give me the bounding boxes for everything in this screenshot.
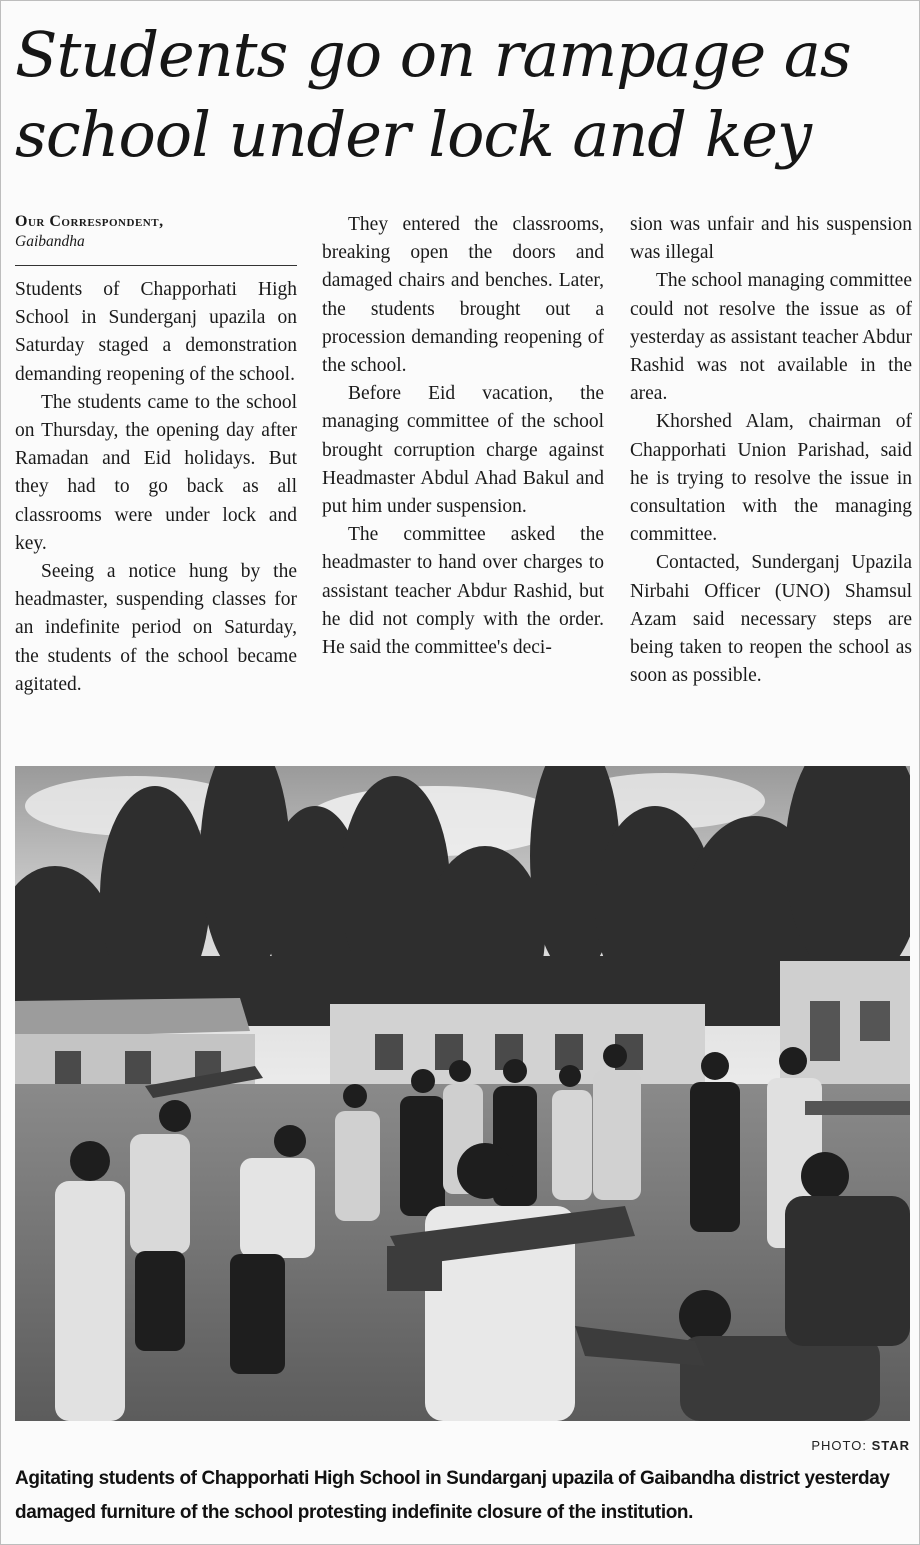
article-column-2 xyxy=(322,211,604,662)
paragraph: Khorshed Alam, chairman of Chapporhati Union Parishad, said he is trying to resolve the issue in consultation with the managing committee. xyxy=(630,411,912,546)
photo-caption: Agitating students of Chapporhati High School in Sundarganj upazila of Gaibandha district yesterday damaged furniture of the school protesting indefinite closure of the institution. xyxy=(15,1468,890,1523)
article-column-1 xyxy=(15,211,297,699)
building-window xyxy=(860,1001,890,1041)
photo-credit-source: STAR xyxy=(871,1438,910,1453)
byline-author: Our Correspondent, xyxy=(15,213,164,230)
photo-credit-prefix: PHOTO: xyxy=(811,1438,867,1453)
headline xyxy=(15,15,915,175)
news-photo xyxy=(15,766,910,1421)
photo-illustration xyxy=(15,766,910,1421)
paragraph: The students came to the school on Thursday, the opening day after Ramadan and Eid holidays. But they had to go back as all classrooms were under lock and key. xyxy=(15,391,297,554)
paragraph: Seeing a notice hung by the headmaster, suspending classes for an indefinite period on Saturday, the students of the school became agitated. xyxy=(15,561,297,695)
byline-location: Gaibandha xyxy=(15,233,85,250)
tin-roof xyxy=(15,998,250,1038)
paragraph: They entered the classrooms, breaking open the doors and damaged chairs and benches. Later, the students brought out a procession demanding reopening of the school. xyxy=(322,214,604,377)
headline-line-1: Students go on rampage as xyxy=(15,18,851,91)
paragraph: Contacted, Sunderganj Upazila Nirbahi Officer (UNO) Shamsul Azam said necessary steps are being taken to reopen the school as soon as possible. xyxy=(630,552,912,687)
paragraph: Students of Chapporhati High School in Sunderganj upazila on Saturday staged a demonstration demanding reopening of the school. xyxy=(15,279,297,385)
headline-line-2: school under lock and key xyxy=(15,98,811,171)
photo-credit xyxy=(701,1438,910,1453)
paragraph: The school managing committee could not resolve the issue as of yesterday as assistant teacher Abdur Rashid was not available in the area. xyxy=(630,270,912,405)
byline-divider xyxy=(15,265,297,266)
article-column-3 xyxy=(630,211,912,690)
paragraph: The committee asked the headmaster to hand over charges to assistant teacher Abdur Rashid, but he did not comply with the order. He said the committee's deci- xyxy=(322,524,604,659)
paragraph: Before Eid vacation, the managing committee of the school brought corruption charge against Headmaster Abdul Ahad Bakul and put him under suspension. xyxy=(322,383,604,518)
paragraph: sion was unfair and his suspension was illegal xyxy=(630,214,912,264)
building-door xyxy=(810,1001,840,1061)
